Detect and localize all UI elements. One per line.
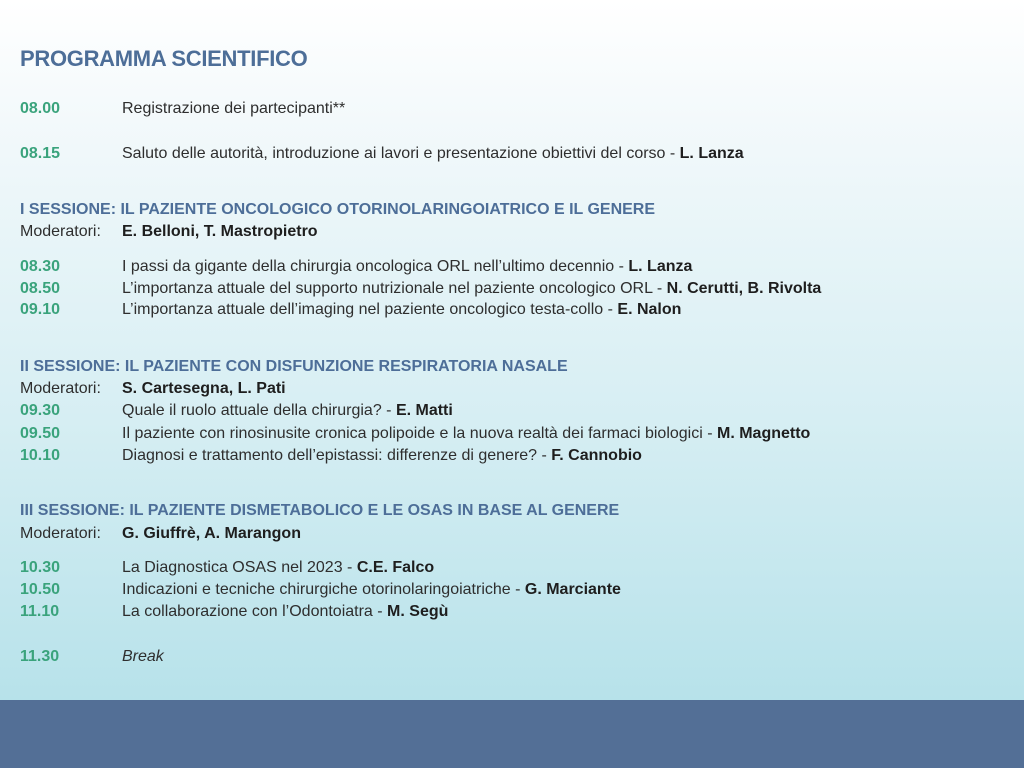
session-title: II SESSIONE: IL PAZIENTE CON DISFUNZIONE RESPIRATORIA NASALE	[20, 358, 568, 375]
talk-text	[122, 423, 810, 445]
page-title: PROGRAMMA SCIENTIFICO	[20, 46, 308, 71]
time-label: 10.10	[20, 447, 61, 464]
speaker-name: E. Matti	[395, 402, 453, 419]
moderators-names: G. Giuffrè, A. Marangon	[122, 525, 301, 542]
time-label: 08.50	[20, 280, 61, 297]
talk-title: L’importanza attuale del supporto nutrizionale nel paziente oncologico ORL -	[122, 280, 667, 297]
time-label: 08.15	[20, 145, 61, 162]
talk-text	[122, 278, 821, 300]
talk-text	[122, 601, 448, 623]
talk-title: Indicazioni e tecniche chirurgiche otorinolaringoiatriche -	[122, 581, 525, 598]
talk-title: Saluto delle autorità, introduzione ai lavori e presentazione obiettivi del corso -	[122, 145, 680, 162]
speaker-name: G. Marciante	[524, 581, 621, 598]
time-label: 09.50	[20, 425, 61, 442]
moderators-label: Moderatori:	[20, 380, 101, 397]
moderators-label: Moderatori:	[20, 223, 101, 240]
talk-title: La Diagnostica OSAS nel 2023 -	[122, 559, 357, 576]
speaker-name: N. Cerutti, B. Rivolta	[666, 280, 822, 297]
session-title: III SESSIONE: IL PAZIENTE DISMETABOLICO E LE OSAS IN BASE AL GENERE	[20, 502, 620, 519]
time-label: 10.30	[20, 559, 61, 576]
moderators-label: Moderatori:	[20, 525, 101, 542]
time-label: 11.10	[20, 603, 60, 620]
time-label: 08.30	[20, 258, 61, 275]
talk-title: La collaborazione con l’Odontoiatra -	[122, 603, 388, 620]
talk-title: Il paziente con rinosinusite cronica polipoide e la nuova realtà dei farmaci biologici -	[122, 425, 717, 442]
talk-text	[122, 299, 681, 321]
time-label: 09.30	[20, 402, 61, 419]
speaker-name: L. Lanza	[628, 258, 693, 275]
session-title: I SESSIONE: IL PAZIENTE ONCOLOGICO OTORINOLARINGOIATRICO E IL GENERE	[20, 201, 656, 218]
footer-band	[0, 700, 1024, 768]
speaker-name: C.E. Falco	[356, 559, 435, 576]
speaker-name: L. Lanza	[679, 145, 744, 162]
speaker-name: E. Nalon	[617, 301, 682, 318]
talk-text	[122, 445, 642, 467]
talk-text	[122, 557, 434, 579]
talk-title: Diagnosi e trattamento dell’epistassi: differenze di genere? -	[122, 447, 552, 464]
talk-title: Registrazione dei partecipanti**	[122, 100, 346, 117]
time-label: 08.00	[20, 100, 61, 117]
talk-text	[122, 98, 345, 120]
moderators-names: E. Belloni, T. Mastropietro	[122, 223, 318, 240]
time-label: 11.30	[20, 648, 60, 665]
talk-text	[122, 400, 453, 422]
time-label: 10.50	[20, 581, 61, 598]
talk-text	[122, 143, 744, 165]
talk-text	[122, 579, 621, 601]
break-label: Break	[122, 648, 164, 665]
talk-title: I passi da gigante della chirurgia oncologica ORL nell’ultimo decennio -	[122, 258, 629, 275]
moderators-names: S. Cartesegna, L. Pati	[122, 380, 286, 397]
speaker-name: F. Cannobio	[551, 447, 642, 464]
time-label: 09.10	[20, 301, 61, 318]
talk-title: Quale il ruolo attuale della chirurgia? -	[122, 402, 396, 419]
talk-text	[122, 256, 692, 278]
talk-title: L’importanza attuale dell’imaging nel paziente oncologico testa-collo -	[122, 301, 618, 318]
speaker-name: M. Magnetto	[717, 425, 811, 442]
speaker-name: M. Segù	[387, 603, 449, 620]
